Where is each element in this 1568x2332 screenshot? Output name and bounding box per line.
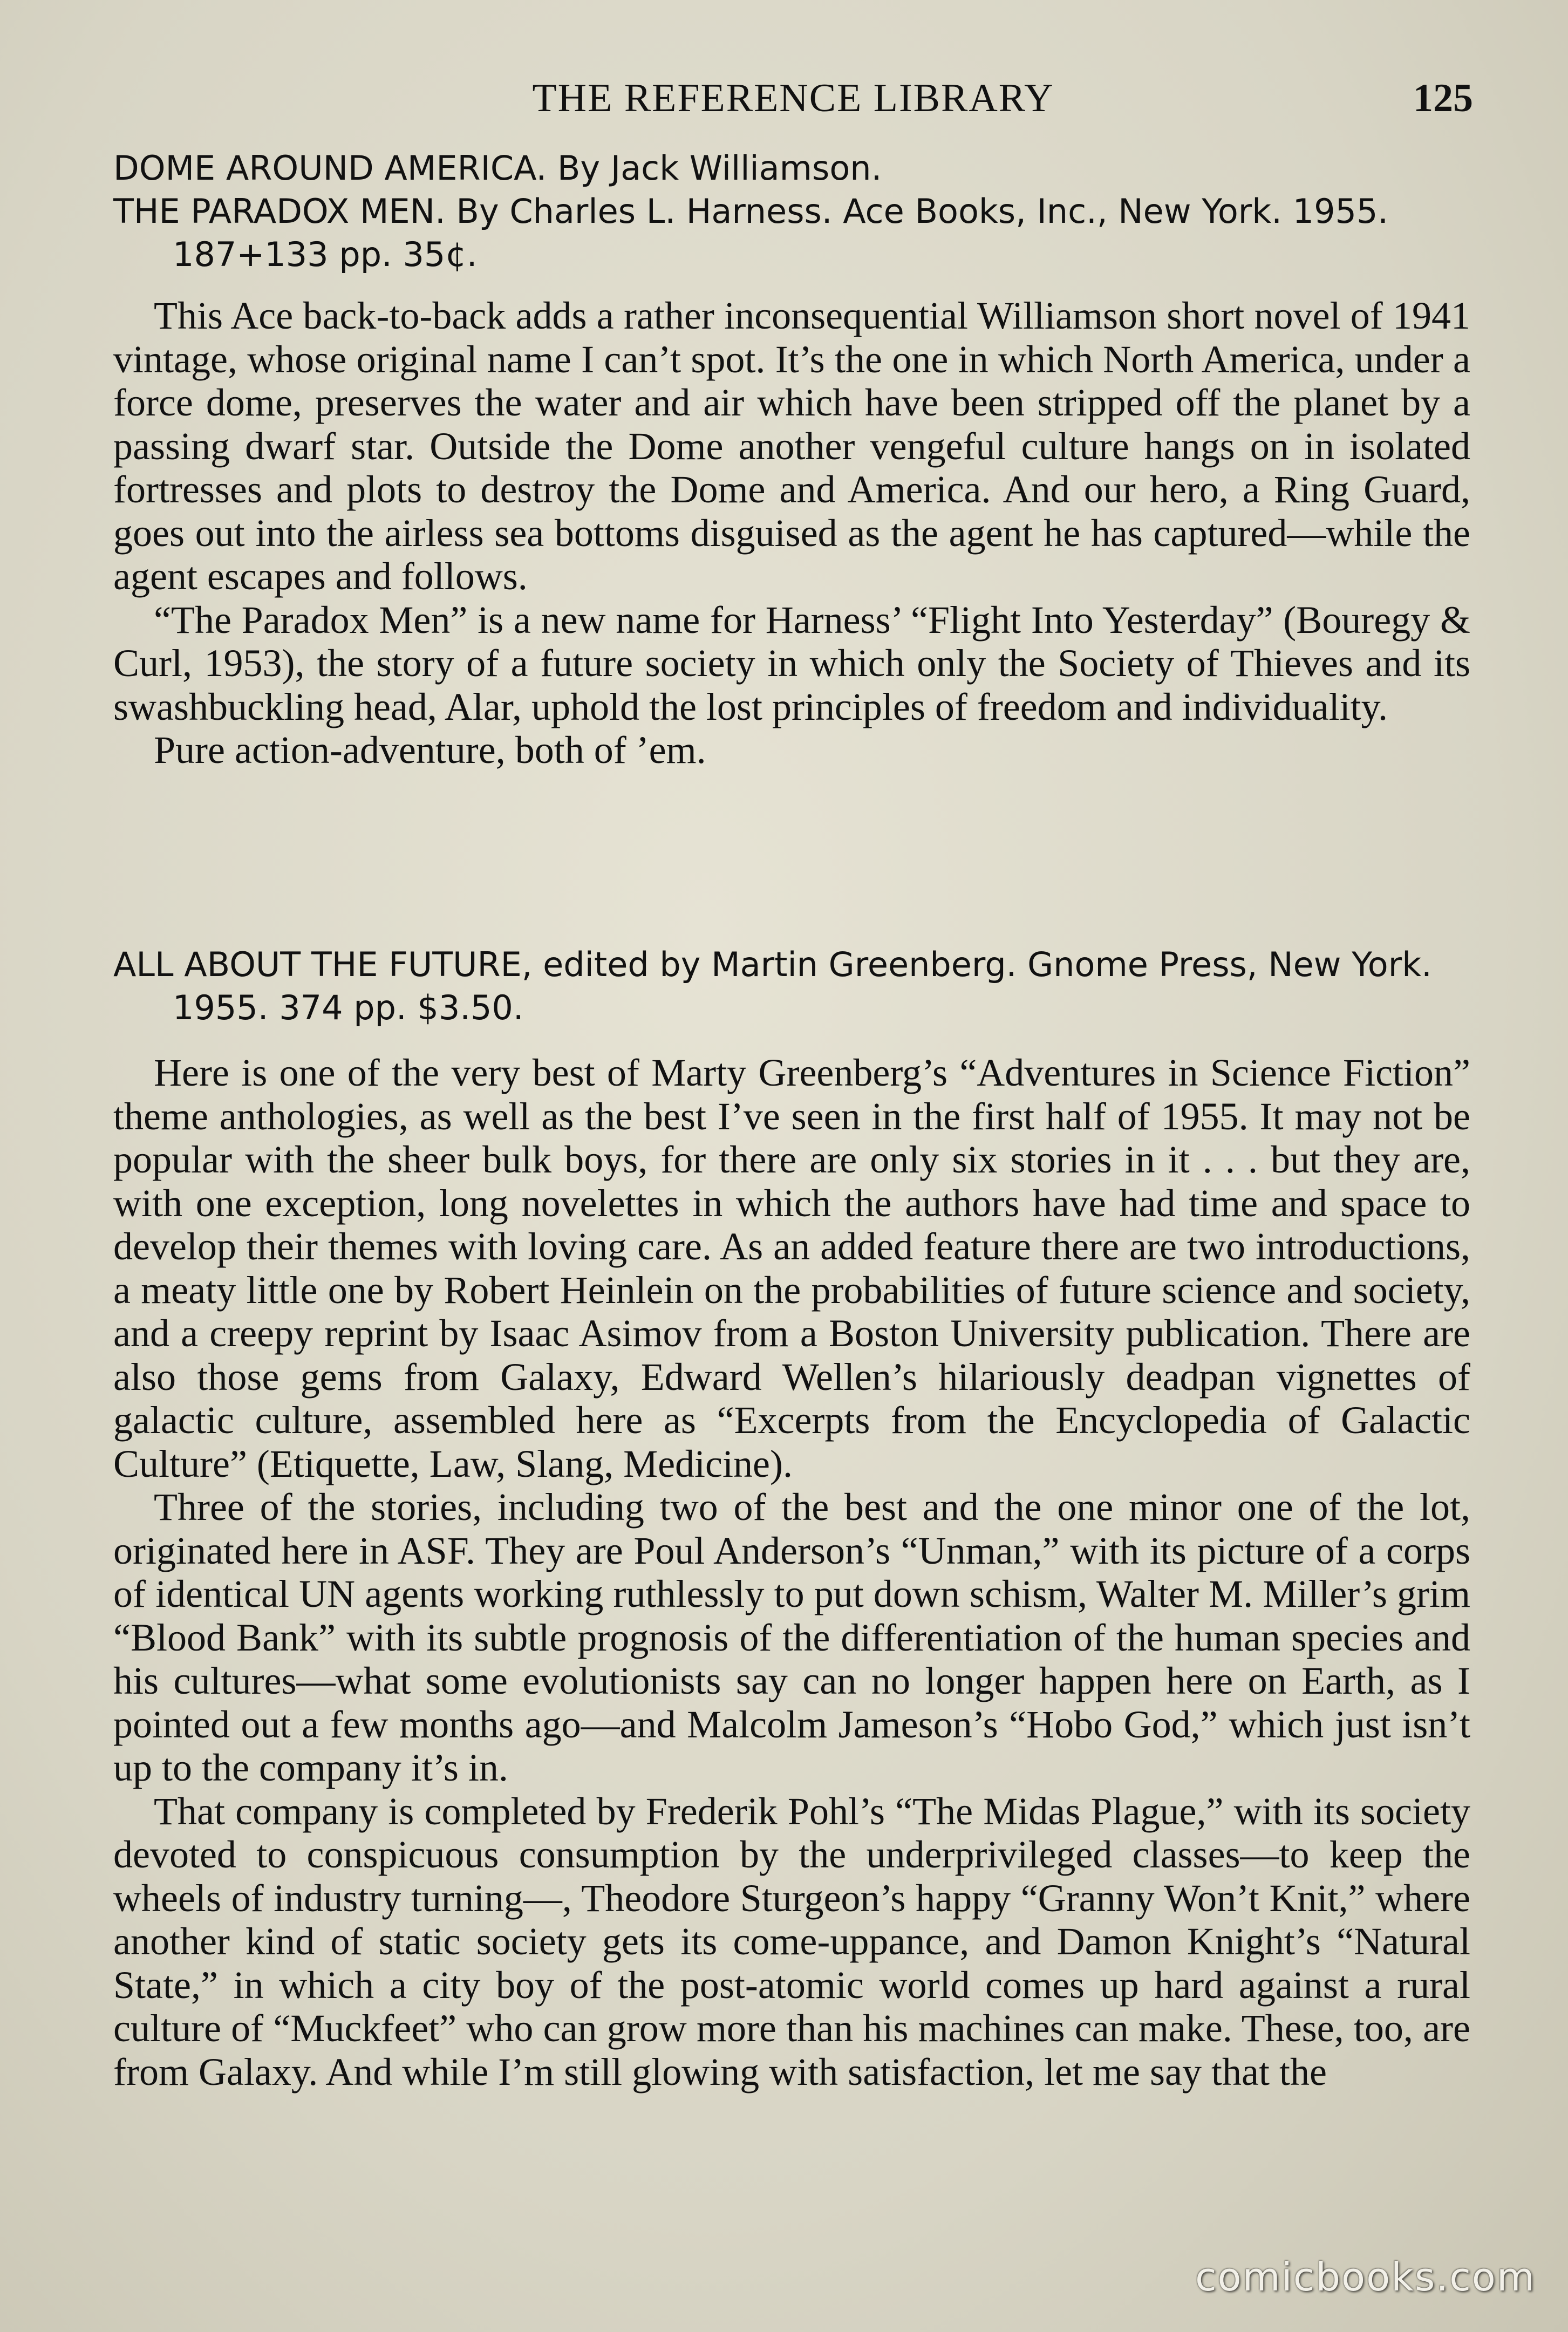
entry-heading xyxy=(113,147,1470,276)
running-head xyxy=(113,76,1473,124)
review-paragraph: This Ace back-to-back adds a rather inconsequential Williamson short novel of 1941 vintage, whose original name I can’t spot. It’s the one in which North America, under a force dome, preserves the water and air which have been stripped off the planet by a passing dwarf star. Outside the Dome another vengeful culture hangs on in isolated fortresses and plots to destroy the Dome and America. And our hero, a Ring Guard, goes out into the airless sea bottoms disguised as the agent he has captured—while the agent escapes and follows. xyxy=(113,294,1470,598)
entry-heading-line: 187+133 pp. 35¢. xyxy=(173,235,478,274)
review-paragraph: Three of the stories, including two of the best and the one minor one of the lot, originated here in ASF. They are Poul Anderson’s “Unman,” with its picture of a corps of identical UN agents working ruthlessly to put down schism, Walter M. Miller’s grim “Blood Bank” with its subtle prognosis of the differentiation of the human species and his cultures—what some evolutionists say can no longer happen here on Earth, as I pointed out a few months ago—and Malcolm Jameson’s “Hobo God,” which just isn’t up to the company it’s in. xyxy=(113,1485,1470,1789)
entry-heading-line: DOME AROUND AMERICA. By Jack Williamson. xyxy=(113,148,882,188)
page-number: 125 xyxy=(1413,76,1473,120)
review-paragraph: That company is completed by Frederik Pohl’s “The Midas Plague,” with its society devoted to conspicuous consumption by the underprivileged classes—to keep the wheels of industry turning—, Theodore Sturgeon’s happy “Granny Won’t Knit,” where another kind of static society gets its come-uppance, and Damon Knight’s “Natural State,” in which a city boy of the post-atomic world comes up hard against a rural culture of “Muckfeet” who can grow more than his machines can make. These, too, are from Galaxy. And while I’m still glowing with satisfaction, let me say that the xyxy=(113,1789,1470,2094)
entry-heading-line: 1955. 374 pp. $3.50. xyxy=(173,988,524,1027)
review-paragraph: Pure action-adventure, both of ’em. xyxy=(154,728,706,772)
review-all-about-the-future xyxy=(113,1051,1470,2094)
entry-dome-around-america xyxy=(113,147,1470,276)
review-dome-around-america xyxy=(113,294,1470,772)
entry-all-about-the-future xyxy=(113,943,1470,1029)
review-paragraph: “The Paradox Men” is a new name for Harness’ “Flight Into Yesterday” (Bouregy & Curl, 1953), the story of a future society in which only the Society of Thieves and its swashbuckling head, Alar, uphold the lost principles of freedom and individuality. xyxy=(113,598,1470,728)
running-head-title: THE REFERENCE LIBRARY xyxy=(532,76,1054,120)
source-watermark: comicbooks.com xyxy=(1195,2254,1536,2300)
entry-heading xyxy=(113,943,1470,1029)
entry-heading-line: THE PARADOX MEN. By Charles L. Harness. Ace Books, Inc., New York. 1955. xyxy=(113,192,1389,231)
entry-heading-line: ALL ABOUT THE FUTURE, edited by Martin Greenberg. Gnome Press, New York. xyxy=(113,945,1432,984)
review-paragraph: Here is one of the very best of Marty Greenberg’s “Adventures in Science Fiction” theme anthologies, as well as the best I’ve seen in the first half of 1955. It may not be popular with the sheer bulk boys, for there are only six stories in it . . . but they are, with one exception, long novelettes in which the authors have had time and space to develop their themes with loving care. As an added feature there are two introductions, a meaty little one by Robert Heinlein on the probabilities of future science and society, and a creepy reprint by Isaac Asimov from a Boston University publication. There are also those gems from Galaxy, Edward Wellen’s hilariously deadpan vignettes of galactic culture, assembled here as “Excerpts from the Encyclopedia of Galactic Culture” (Etiquette, Law, Slang, Medicine). xyxy=(113,1051,1470,1485)
